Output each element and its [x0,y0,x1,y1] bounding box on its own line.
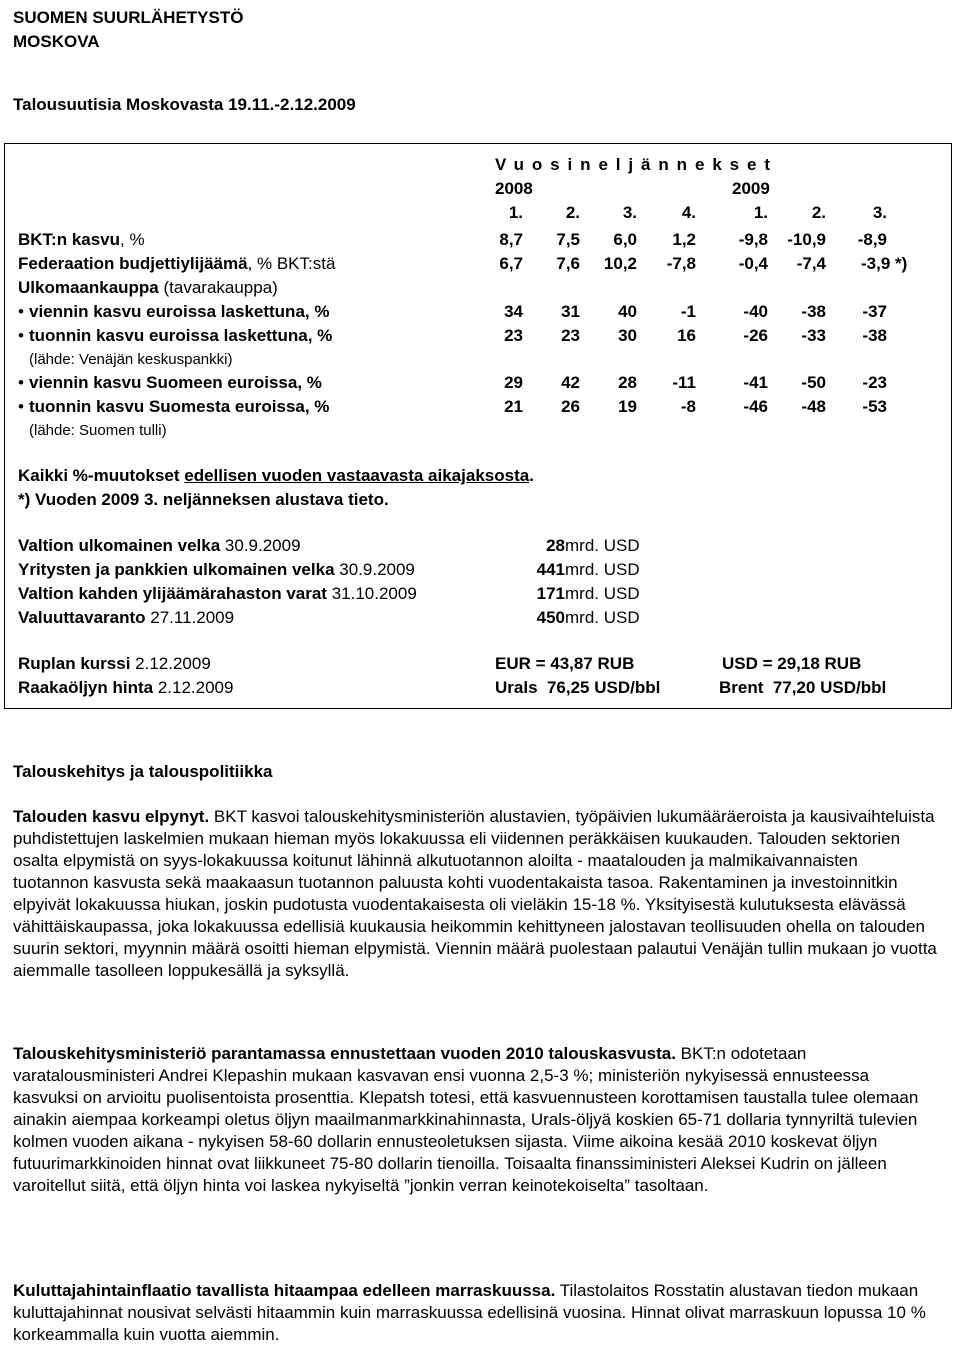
table-cell: -50 [801,373,826,392]
urals-price: Urals 76,25 USD/bbl [495,678,661,697]
table-cell: 30 [618,326,637,345]
table-cell: -11 [672,373,696,392]
table-cell: -0,4 [738,254,768,273]
embassy-name [13,6,243,54]
table-cell: 21 [504,397,523,416]
oil-price-label: Raakaöljyn hinta 2.12.2009 [18,678,234,697]
debt-label: Valtion ulkomainen velka 30.9.2009 [18,536,301,555]
paragraph-body: BKT:n odotetaan varatalousministeri Andrei Klepashin mukaan kasvavan ensi vuonna 2,5-3 %; ministeriön nykyisessä ennusteessa kasvuksi on arvioitu puolisentoista prosenttia. Klepatsh totesi, että kasvuennusteen korottamisen taustalla tulee olemaan ainakin aiempaa korkeampi oletus öljyn maailmanmarkkinahinnasta, Urals-öljyä koskien 65-71 dollaria tynnyriltä tulevien kolmen vuoden aikana - nykyisen 58-60 dollarin ennusteoletuksen sijasta. Viime aikoina kesää 2010 koskevat öljyn futuurimarkkinoiden hinnat ovat liikkuneet 75-80 dollarin tienoilla. Toisaalta finanssiministeri Aleksei Kudrin on jälleen varoitellut siitä, että öljyn hinta voi laskea nykyiseltä ”jonkin verran keinotekoiselta” tasoltaan. [13,1044,919,1195]
table-cell: 19 [618,397,637,416]
table-cell: 34 [504,302,523,321]
table-cell: 26 [561,397,580,416]
usd-rate: USD = 29,18 RUB [722,654,862,673]
quarter-header: 3. [622,203,637,222]
row-label-imports-eur: • tuonnin kasvu euroissa laskettuna, % [18,326,333,345]
table-cell: -8,9 [857,230,887,249]
table-cell: 6,7 [499,254,523,273]
quarter-header: 1. [508,203,523,222]
paragraph-body: BKT kasvoi talouskehitysministeriön alustavien, työpäivien lukumääräeroista ja kausivaihteluista puhdistettujen laskelmien mukaan hieman myös lokakuussa eli viidennen peräkkäisen kuukauden. Talouden sektorien osalta elpymistä on syys-lokakuussa koitunut lähinnä alkutuotannon aloilta - maatalouden ja malmikaivannaisten tuotannon kasvusta sekä maakaasun tuotannon paluusta kohti vuodentakaista tasoa. Rakentaminen ja investoinnitkin elpyivät lokakuussa hiukan, joskin pudotusta vuodentakaisesta oli vieläkin 15-18 %. Yksityisestä kulutuksesta elävässä vähittäiskaupassa, joka lokakuussa edellisiä kuukausia heikommin kehittyneen jalostavan teollisuuden ohella on talouden suurin sektori, myynnin määrä osoitti hieman elpymistä. Viennin määrä puolestaan palautui Venäjän tullin mukaan jo vuotta aiemmalle tasolleen loppukesällä ja syksyllä. [13,807,937,980]
note-preliminary: *) Vuoden 2009 3. neljänneksen alustava tieto. [18,490,389,509]
table-cell: 10,2 [603,254,637,273]
debt-unit: mrd. USD [565,608,640,627]
row-label-exports-finland: • viennin kasvu Suomeen euroissa, % [18,373,322,392]
paragraph-lead: Kuluttajahintainflaatio tavallista hitaampaa edelleen marraskuussa. [13,1281,556,1300]
bullet-icon: • [18,302,24,321]
bullet-icon: • [18,373,24,392]
table-cell: 29 [504,373,523,392]
article-paragraph [13,806,938,982]
table-cell: -23 [862,373,887,392]
paragraph-lead: Talouskehitysministeriö parantamassa ennustettaan vuoden 2010 talouskasvusta. [13,1044,676,1063]
debt-label: Valuuttavaranto 27.11.2009 [18,608,235,627]
row-label-budget: Federaation budjettiylijäämä, % BKT:stä [18,254,336,273]
table-cell: -7,8 [666,254,696,273]
statistics-box [4,143,952,709]
table-cell: -38 [801,302,826,321]
debt-value: 450 [536,608,565,627]
quarter-header: 2. [565,203,580,222]
table-cell: 6,0 [613,230,637,249]
section-title: Talouskehitys ja talouspolitiikka [13,762,273,781]
debt-label: Yritysten ja pankkien ulkomainen velka 30.9.2009 [18,560,415,579]
document-title: Talousuutisia Moskovasta 19.11.-2.12.2009 [13,95,356,114]
debt-unit: mrd. USD [565,584,640,603]
table-cell: -46 [743,397,768,416]
quarter-header: 4. [681,203,696,222]
year-header-2009: 2009 [732,179,770,198]
quarter-header: 2. [811,203,826,222]
debt-unit: mrd. USD [565,536,640,555]
table-cell: -40 [743,302,768,321]
table-cell: -53 [862,397,887,416]
debt-value: 441 [536,560,565,579]
table-cell: 23 [561,326,580,345]
eur-rate: EUR = 43,87 RUB [495,654,635,673]
table-cell: -3,9 *) [861,254,908,273]
article-paragraph [13,1043,938,1197]
quarter-header: 3. [872,203,887,222]
quarter-header: 1. [753,203,768,222]
article-paragraph [13,1280,938,1346]
embassy-name-line1: SUOMEN SUURLÄHETYSTÖ [13,8,244,27]
table-cell: -7,4 [796,254,826,273]
table-cell: 1,2 [672,230,696,249]
row-label-foreign-trade: Ulkomaankauppa (tavarakauppa) [18,278,278,297]
table-cell: -10,9 [787,230,826,249]
year-header-2008: 2008 [495,179,533,198]
table-cell: 16 [677,326,696,345]
table-cell: -37 [862,302,887,321]
table-cell: 8,7 [499,230,523,249]
table-cell: -48 [801,397,826,416]
debt-value: 28 [546,536,565,555]
paragraph-body: Tilastolaitos Rosstatin alustavan tiedon mukaan kuluttajahinnat nousivat selvästi hitaammin kuin marraskuussa edellisinä vuosina. Hinnat olivat marraskuun lopussa 10 % korkeammalla kuin vuotta aiemmin. [13,1281,926,1344]
table-cell: -33 [801,326,826,345]
table-cell: 40 [618,302,637,321]
row-label-gdp: BKT:n kasvu, % [18,230,145,249]
table-cell: -8 [680,397,696,416]
source-finnish-customs: (lähde: Suomen tulli) [29,422,167,439]
paragraph-lead: Talouden kasvu elpynyt. [13,807,210,826]
source-central-bank: (lähde: Venäjän keskuspankki) [29,351,233,368]
note-changes: Kaikki %-muutokset edellisen vuoden vastaavasta aikajaksosta. [18,466,534,485]
table-cell: 28 [618,373,637,392]
debt-label: Valtion kahden ylijäämärahaston varat 31.10.2009 [18,584,417,603]
row-label-imports-finland: • tuonnin kasvu Suomesta euroissa, % [18,397,330,416]
brent-price: Brent 77,20 USD/bbl [719,678,887,697]
bullet-icon: • [18,397,24,416]
table-cell: 23 [504,326,523,345]
table-cell: -26 [743,326,768,345]
table-cell: 42 [561,373,580,392]
debt-unit: mrd. USD [565,560,640,579]
table-cell: 7,5 [556,230,580,249]
table-cell: -1 [680,302,696,321]
table-cell: -38 [862,326,887,345]
embassy-name-line2: MOSKOVA [13,32,100,51]
table-cell: -9,8 [738,230,768,249]
debt-value: 171 [536,584,565,603]
table-cell: -41 [743,373,768,392]
bullet-icon: • [18,326,24,345]
period-header: Vuosineljännekset [495,155,778,174]
ruble-rate-label: Ruplan kurssi 2.12.2009 [18,654,211,673]
table-cell: 7,6 [556,254,580,273]
table-cell: 31 [561,302,580,321]
row-label-exports-eur: • viennin kasvu euroissa laskettuna, % [18,302,330,321]
